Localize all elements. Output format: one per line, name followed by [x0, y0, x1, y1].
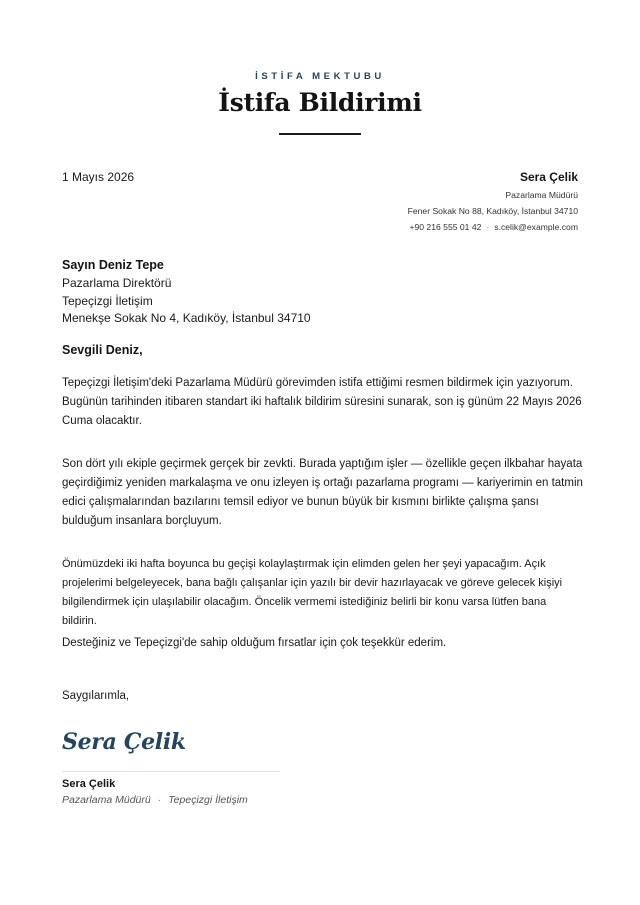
document-title: İstifa Bildirimi [218, 88, 422, 117]
body-paragraph: Tepeçizgi İletişim'deki Pazarlama Müdürü görevimden istifa ettiğimi resmen bildirmek için yazıyorum. Bugünün tarihinden itibaren standart iki haftalık bildirim süresini sunarak, son iş günüm 22 Mayıs 2026 Cuma olacaktır. [62, 377, 582, 427]
body-paragraph: Son dört yılı ekiple geçirmek gerçek bir zevkti. Burada yaptığım işler — özellikle geçen ilkbahar hayata geçirdiğimiz yeniden markalaşma ve onu izleyen iş ortağı pazarlama programı — kariyerimin en tatmin edici çalışmalarından bazılarını temsil ediyor ve bunun büyük bir kısmını birlikte çalışma şansı bulduğum insanlara borçluyum. [62, 458, 583, 527]
signatory-position: Pazarlama Müdürü [62, 794, 151, 806]
signatory-separator: · [157, 794, 162, 806]
body-paragraph: Desteğiniz ve Tepeçizgi'de sahip olduğum fırsatlar için çok teşekkür ederim. [62, 637, 447, 649]
closing: Saygılarımla, [62, 690, 130, 702]
sender-name: Sera Çelik [519, 170, 578, 184]
salutation: Sevgili Deniz, [62, 343, 143, 357]
sender-phone: +90 216 555 01 42 [409, 222, 482, 232]
recipient-block [62, 258, 311, 328]
sender-position: Pazarlama Müdürü [505, 190, 578, 200]
recipient-address: Menekşe Sokak No 4, Kadıköy, İstanbul 34710 [62, 311, 311, 325]
sender-email: s.celik@example.com [494, 222, 578, 232]
handwritten-signature: Sera Çelik [62, 729, 186, 755]
recipient-company: Tepeçizgi İletişim [62, 293, 153, 308]
signatory-details [62, 794, 248, 806]
recipient-position: Pazarlama Direktörü [62, 276, 172, 290]
contact-separator: · [486, 222, 490, 232]
body-paragraph: Önümüzdeki iki hafta boyunca bu geçişi kolaylaştırmak için elimden gelen her şeyi yapacağım. Açık projelerimi belgeleyecek, bana bağlı çalışanlar için yazılı bir devir hazırlayacak ve göreve gelecek kişiyi bilgilendirmek için ulaşılabilir olacağım. Öncelik vermemi istediğiniz belirli bir konu varsa lütfen bana bildirin. [62, 558, 563, 627]
title-divider [279, 133, 361, 135]
sender-contact [408, 222, 578, 232]
letter-date: 1 Mayıs 2026 [62, 170, 135, 184]
document-kicker: İSTİFA MEKTUBU [255, 71, 385, 82]
signatory-company: Tepeçizgi İletişim [168, 794, 248, 806]
sender-block [408, 170, 578, 232]
signatory-name: Sera Çelik [62, 778, 116, 790]
recipient-name: Sayın Deniz Tepe [62, 258, 164, 272]
signature-divider [62, 771, 280, 772]
sender-address: Fener Sokak No 88, Kadıköy, İstanbul 34710 [407, 206, 578, 216]
